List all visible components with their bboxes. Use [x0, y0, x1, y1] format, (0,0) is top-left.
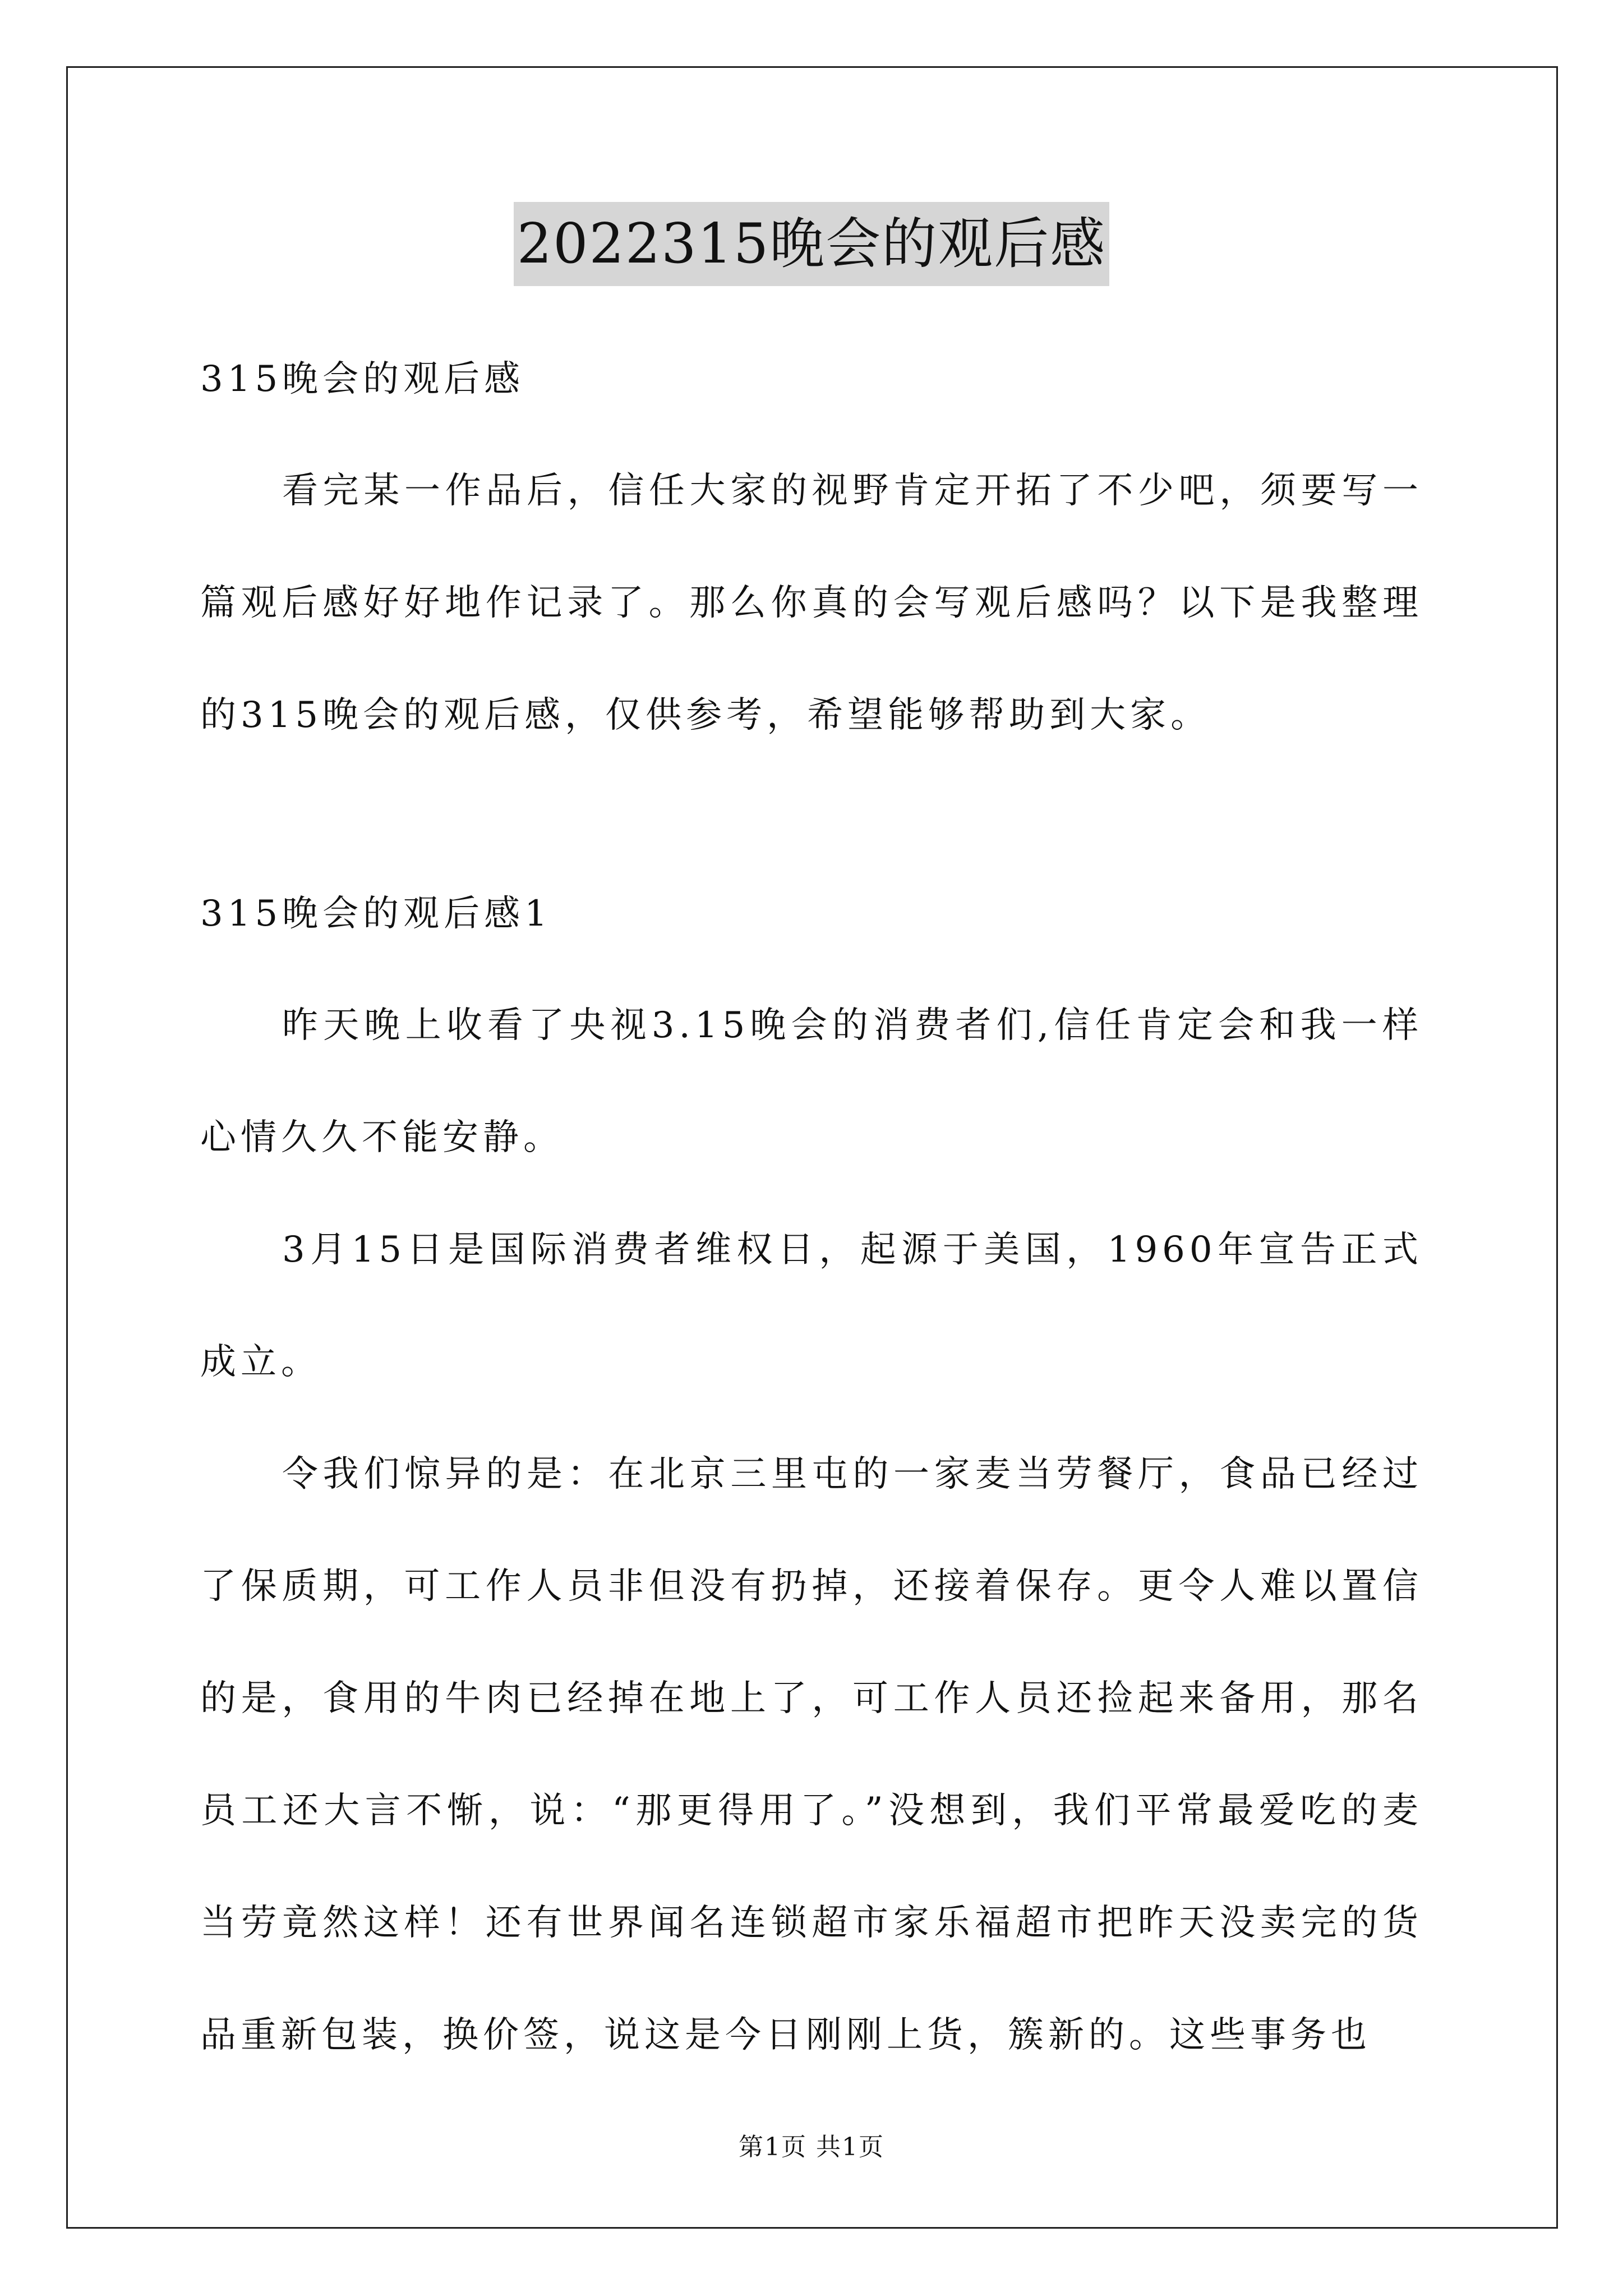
- subtitle: 315晚会的观后感: [200, 358, 525, 400]
- page-footer: 第1页 共1页: [739, 2133, 884, 2161]
- section-heading: 315晚会的观后感1: [200, 893, 552, 935]
- body-paragraph-1: 昨天晚上收看了央视3.15晚会的消费者们,信任肯定会和我一样心情久久不能安静。: [200, 1005, 1423, 1158]
- document-title: 2022315晚会的观后感: [514, 202, 1109, 286]
- body-paragraph-2: 3月15日是国际消费者维权日，起源于美国，1960年宣告正式成立。: [200, 1229, 1423, 1383]
- intro-paragraph: 看完某一作品后，信任大家的视野肯定开拓了不少吧，须要写一篇观后感好好地作记录了。那么你真的会写观后感吗？以下是我整理的315晚会的观后感，仅供参考，希望能够帮助到大家。: [200, 470, 1423, 736]
- body-paragraph-3: 令我们惊异的是：在北京三里屯的一家麦当劳餐厅，食品已经过了保质期，可工作人员非但没有扔掉，还接着保存。更令人难以置信的是，食用的牛肉已经掉在地上了，可工作人员还捡起来备用，那名员工还大言不惭，说：“那更得用了。”没想到，我们平常最爱吃的麦当劳竟然这样！还有世界闻名连锁超市家乐福超市把昨天没卖完的货品重新包装，换价签，说这是今日刚刚上货，簇新的。这些事务也: [200, 1453, 1423, 2056]
- title-container: [0, 202, 1623, 286]
